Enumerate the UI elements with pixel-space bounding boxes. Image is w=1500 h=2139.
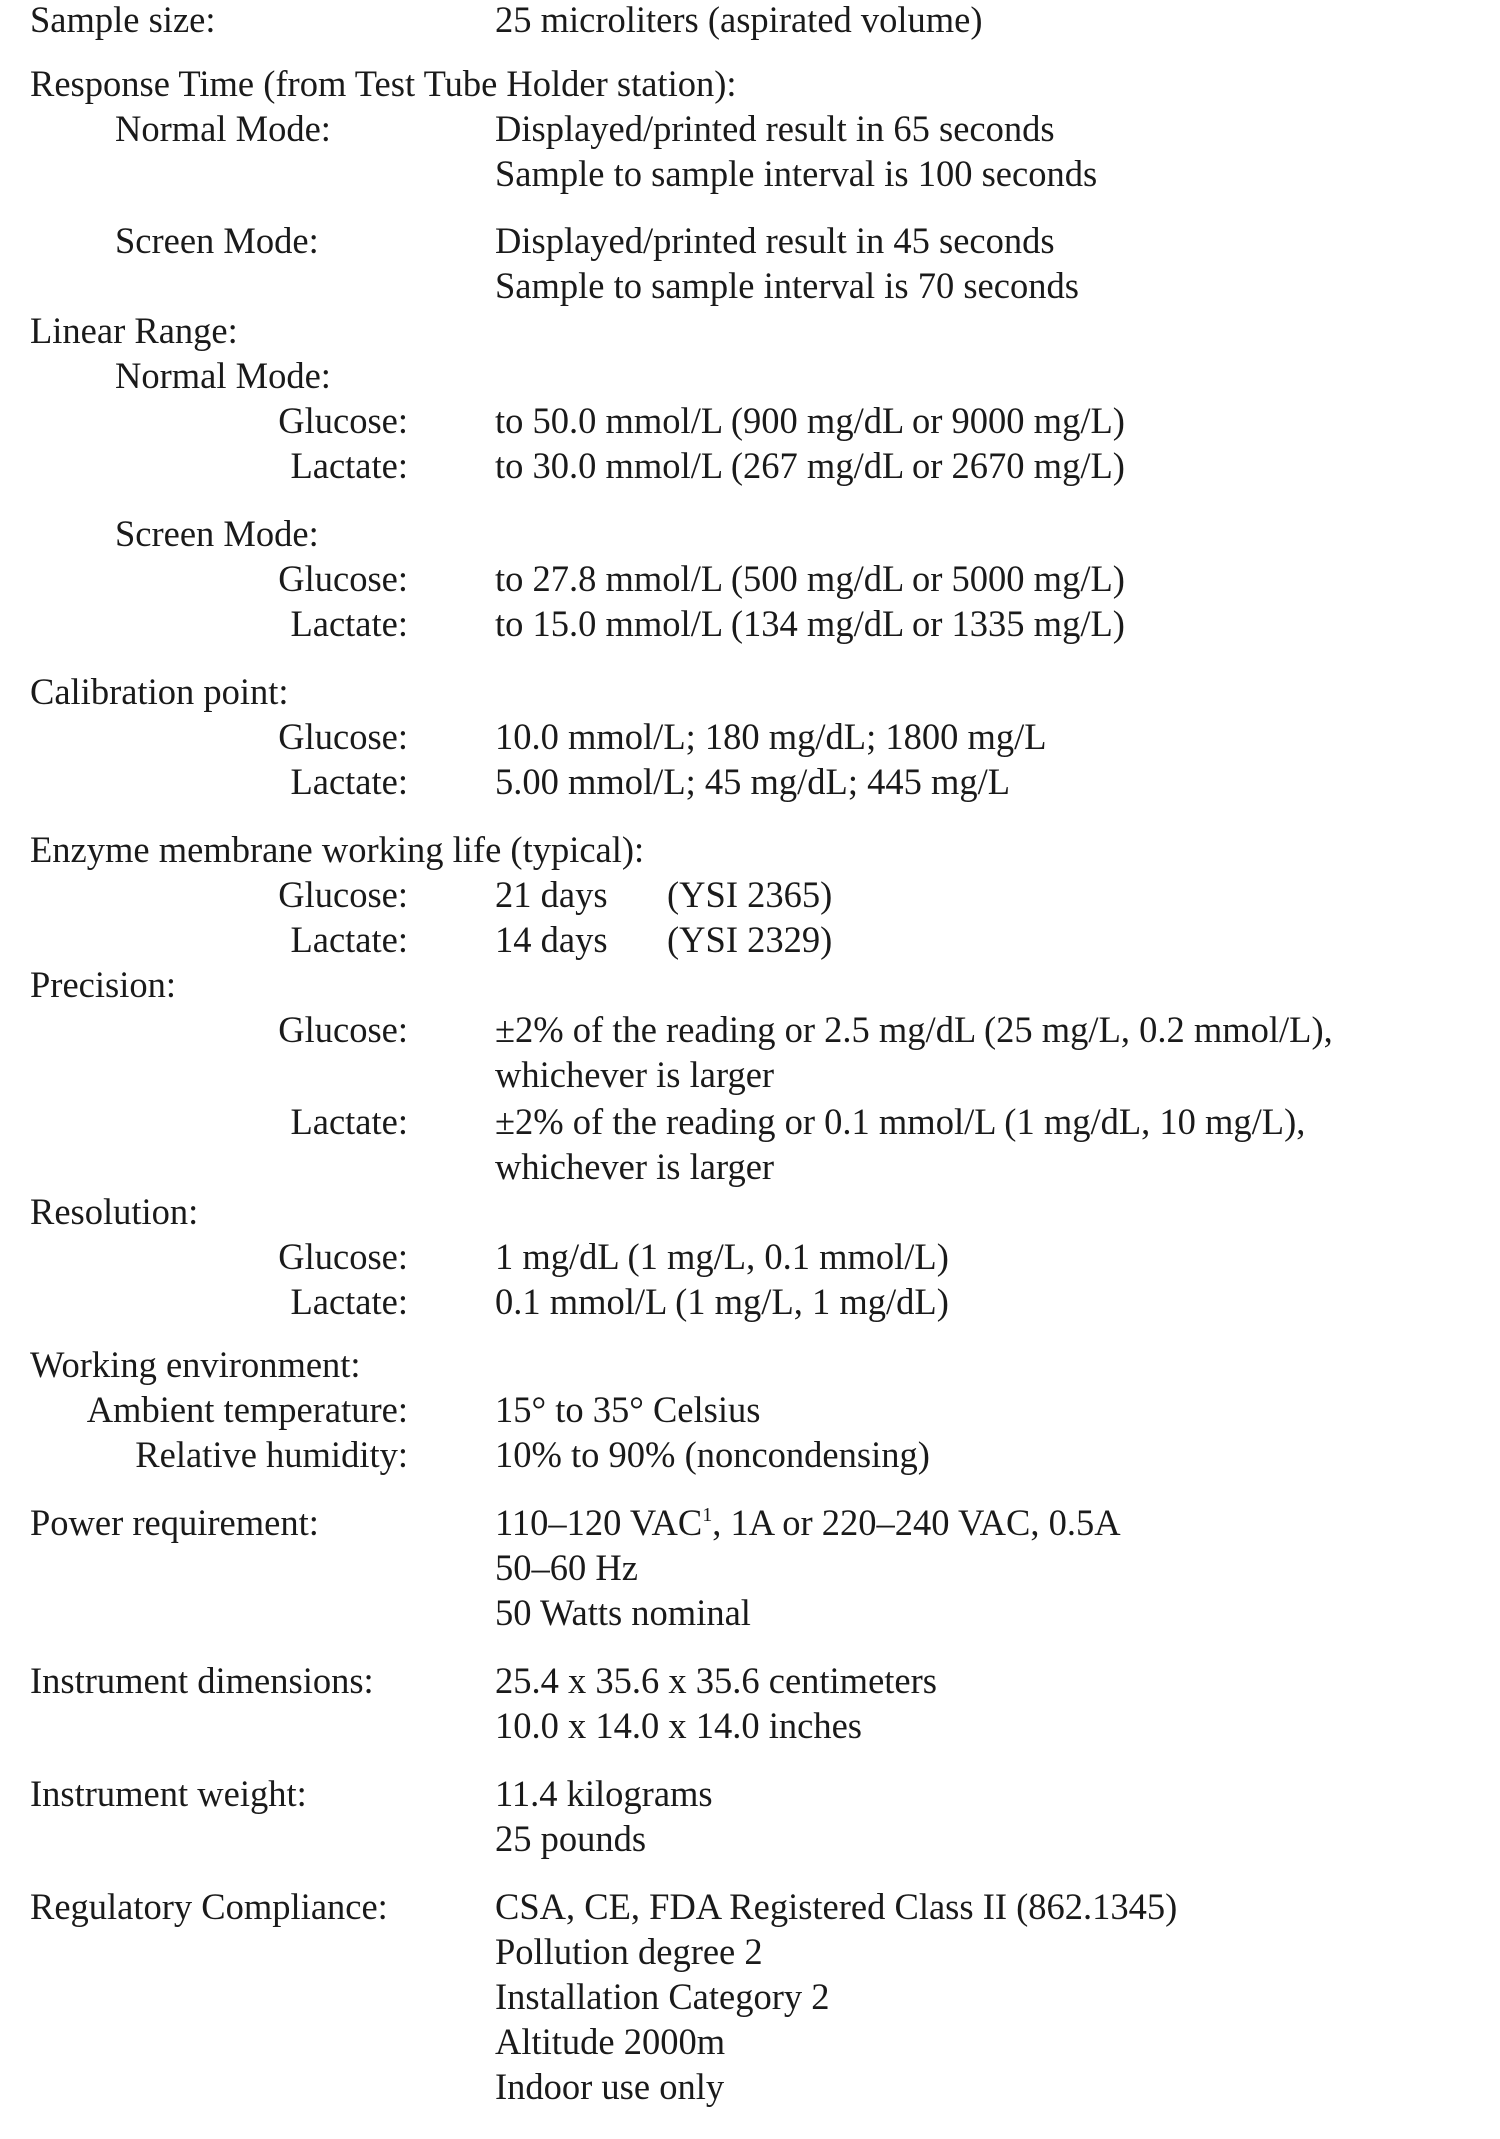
sample-size-value: 25 microliters (aspirated volume) xyxy=(495,0,983,40)
regulatory-line-2: Pollution degree 2 xyxy=(495,1931,763,1972)
linear-normal-lactate-value: to 30.0 mmol/L (267 mg/dL or 2670 mg/L) xyxy=(495,445,1125,486)
precision-lactate-line-1: ±2% of the reading or 0.1 mmol/L (1 mg/dL, 10 mg/L), xyxy=(495,1101,1306,1142)
environment-heading: Working environment: xyxy=(30,1344,361,1385)
linear-screen-lactate-label: Lactate: xyxy=(290,603,408,644)
regulatory-line-1: CSA, CE, FDA Registered Class II (862.1345) xyxy=(495,1886,1178,1927)
dimensions-label: Instrument dimensions: xyxy=(30,1660,374,1701)
membrane-lactate-model: (YSI 2329) xyxy=(667,919,833,960)
resolution-glucose-value: 1 mg/dL (1 mg/L, 0.1 mmol/L) xyxy=(495,1236,949,1277)
calibration-glucose-value: 10.0 mmol/L; 180 mg/dL; 1800 mg/L xyxy=(495,716,1047,757)
environment-humidity-value: 10% to 90% (noncondensing) xyxy=(495,1434,930,1475)
precision-lactate-line-2: whichever is larger xyxy=(495,1146,775,1187)
membrane-life-heading: Enzyme membrane working life (typical): xyxy=(30,829,645,870)
linear-normal-glucose-label: Glucose: xyxy=(278,400,408,441)
resolution-heading: Resolution: xyxy=(30,1191,199,1232)
linear-range-heading: Linear Range: xyxy=(30,310,238,351)
response-normal-mode-label: Normal Mode: xyxy=(115,108,331,149)
calibration-glucose-label: Glucose: xyxy=(278,716,408,757)
regulatory-line-3: Installation Category 2 xyxy=(495,1976,830,2017)
precision-lactate-label: Lactate: xyxy=(290,1101,408,1142)
linear-normal-mode-label: Normal Mode: xyxy=(115,355,331,396)
linear-screen-lactate-value: to 15.0 mmol/L (134 mg/dL or 1335 mg/L) xyxy=(495,603,1125,644)
power-footnote-marker: 1 xyxy=(702,1503,713,1526)
precision-glucose-label: Glucose: xyxy=(278,1009,408,1050)
precision-glucose-line-2: whichever is larger xyxy=(495,1054,775,1095)
response-screen-mode-label: Screen Mode: xyxy=(115,220,319,261)
resolution-lactate-label: Lactate: xyxy=(290,1281,408,1322)
response-time-heading: Response Time (from Test Tube Holder station): xyxy=(30,63,737,104)
linear-screen-glucose-label: Glucose: xyxy=(278,558,408,599)
membrane-lactate-label: Lactate: xyxy=(290,919,408,960)
membrane-glucose-model: (YSI 2365) xyxy=(667,874,833,915)
weight-line-2: 25 pounds xyxy=(495,1818,647,1859)
precision-heading: Precision: xyxy=(30,964,176,1005)
calibration-heading: Calibration point: xyxy=(30,671,289,712)
calibration-lactate-label: Lactate: xyxy=(290,761,408,802)
power-voltage-high: , 1A or 220–240 VAC, 0.5A xyxy=(712,1502,1121,1543)
regulatory-line-5: Indoor use only xyxy=(495,2066,725,2107)
membrane-lactate-days: 14 days xyxy=(495,919,608,960)
weight-line-1: 11.4 kilograms xyxy=(495,1773,713,1814)
resolution-glucose-label: Glucose: xyxy=(278,1236,408,1277)
power-line-1 xyxy=(495,1502,1121,1543)
membrane-glucose-days: 21 days xyxy=(495,874,608,915)
response-screen-mode-line-2: Sample to sample interval is 70 seconds xyxy=(495,265,1079,306)
linear-screen-mode-label: Screen Mode: xyxy=(115,513,319,554)
resolution-lactate-value: 0.1 mmol/L (1 mg/L, 1 mg/dL) xyxy=(495,1281,949,1322)
environment-temperature-label: Ambient temperature: xyxy=(86,1389,408,1430)
environment-temperature-value: 15° to 35° Celsius xyxy=(495,1389,761,1430)
linear-screen-glucose-value: to 27.8 mmol/L (500 mg/dL or 5000 mg/L) xyxy=(495,558,1125,599)
response-normal-mode-line-2: Sample to sample interval is 100 seconds xyxy=(495,153,1098,194)
linear-normal-glucose-value: to 50.0 mmol/L (900 mg/dL or 9000 mg/L) xyxy=(495,400,1125,441)
response-normal-mode-line-1: Displayed/printed result in 65 seconds xyxy=(495,108,1055,149)
regulatory-line-4: Altitude 2000m xyxy=(495,2021,726,2062)
response-screen-mode-line-1: Displayed/printed result in 45 seconds xyxy=(495,220,1055,261)
environment-humidity-label: Relative humidity: xyxy=(135,1434,408,1475)
dimensions-line-2: 10.0 x 14.0 x 14.0 inches xyxy=(495,1705,862,1746)
power-line-3: 50 Watts nominal xyxy=(495,1592,751,1633)
linear-normal-lactate-label: Lactate: xyxy=(290,445,408,486)
membrane-glucose-label: Glucose: xyxy=(278,874,408,915)
regulatory-label: Regulatory Compliance: xyxy=(30,1886,388,1927)
weight-label: Instrument weight: xyxy=(30,1773,307,1814)
precision-glucose-line-1: ±2% of the reading or 2.5 mg/dL (25 mg/L, 0.2 mmol/L), xyxy=(495,1009,1333,1050)
power-label: Power requirement: xyxy=(30,1502,319,1543)
calibration-lactate-value: 5.00 mmol/L; 45 mg/dL; 445 mg/L xyxy=(495,761,1011,802)
power-voltage-low: 110–120 VAC xyxy=(495,1502,703,1543)
sample-size-label: Sample size: xyxy=(30,0,216,40)
dimensions-line-1: 25.4 x 35.6 x 35.6 centimeters xyxy=(495,1660,937,1701)
power-line-2: 50–60 Hz xyxy=(495,1547,638,1588)
